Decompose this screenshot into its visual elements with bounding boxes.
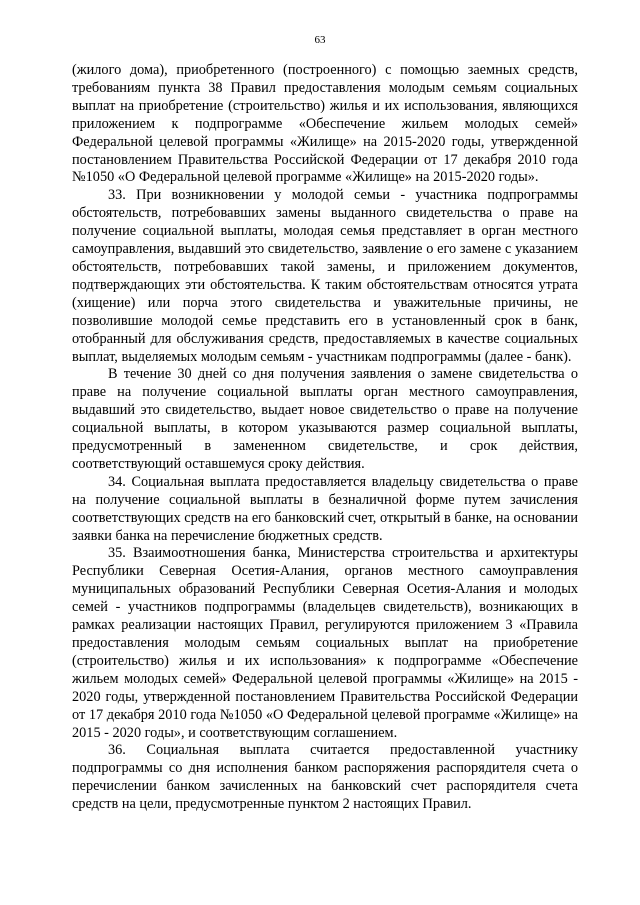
paragraph-33: 33. При возникновении у молодой семьи - участника подпрограммы обстоятельств, потребовавших замены выданного свидетельства о праве на получение социальной выплаты, молодая семья представляет в орган местного самоуправления, выдавший это свидетельство, заявление о его замене с указанием обстоятельств, потребовавших такой замены, и приложением документов, подтверждающих эти обстоятельства. К таким обстоятельствам относятся утрата (хищение) или порча этого свидетельства и уважительные причины, не позволившие молодой семье представить его в установленный срок в банк, отобранный для обслуживания средств, предоставляемых в качестве социальных выплат, выделяемых молодым семьям - участникам подпрограммы (далее - банк). — [72, 187, 578, 365]
document-body — [72, 62, 578, 814]
paragraph-continuation: (жилого дома), приобретенного (построенного) с помощью заемных средств, требованиям пункта 38 Правил предоставления молодым семьям социальных выплат на приобретение (строительство) жилья и их использования, являющихся приложением к подпрограмме «Обеспечение жильем молодых семей» Федеральной целевой программы «Жилище» на 2015-2020 годы, утвержденной постановлением Правительства Российской Федерации от 17 декабря 2010 года №1050 «О Федеральной целевой программе «Жилище» на 2015-2020 годы». — [72, 62, 578, 186]
paragraph-33-replacement-term: В течение 30 дней со дня получения заявления о замене свидетельства о праве на получение социальной выплаты орган местного самоуправления, выдавший это свидетельство, выдает новое свидетельство о праве на получение социальной выплаты, в котором указываются размер социальной выплаты, предусмотренный в замененном свидетельстве, и срок действия, соответствующий оставшемуся сроку действия. — [72, 366, 578, 472]
paragraph-36: 36. Социальная выплата считается предоставленной участнику подпрограммы со дня исполнения банком распоряжения распорядителя счета о перечислении банком зачисленных на банковский счет распорядителя счета средств на цели, предусмотренные пунктом 2 настоящих Правил. — [72, 742, 578, 813]
paragraph-34: 34. Социальная выплата предоставляется владельцу свидетельства о праве на получение социальной выплаты в безналичной форме путем зачисления соответствующих средств на его банковский счет, открытый в банке, на основании заявки банка на перечисление бюджетных средств. — [72, 473, 578, 544]
paragraph-35: 35. Взаимоотношения банка, Министерства строительства и архитектуры Республики Северная Осетия-Алания, органов местного самоуправления муниципальных образований Республики Северная Осетия-Алания и молодых семей - участников подпрограммы (владельцев свидетельств), возникающих в рамках реализации настоящих Правил, регулируются приложением 3 «Правила предоставления молодым семьям социальных выплат на приобретение (строительство) жилья и их использования» к подпрограмме «Обеспечение жильем молодых семей» Федеральной целевой программы «Жилище» на 2015 - 2020 годы, утвержденной постановлением Правительства Российской Федерации от 17 декабря 2010 года №1050 «О Федеральной целевой программе «Жилище» на 2015 - 2020 годы», и соответствующим соглашением. — [72, 545, 578, 741]
page-number: 63 — [314, 34, 326, 46]
